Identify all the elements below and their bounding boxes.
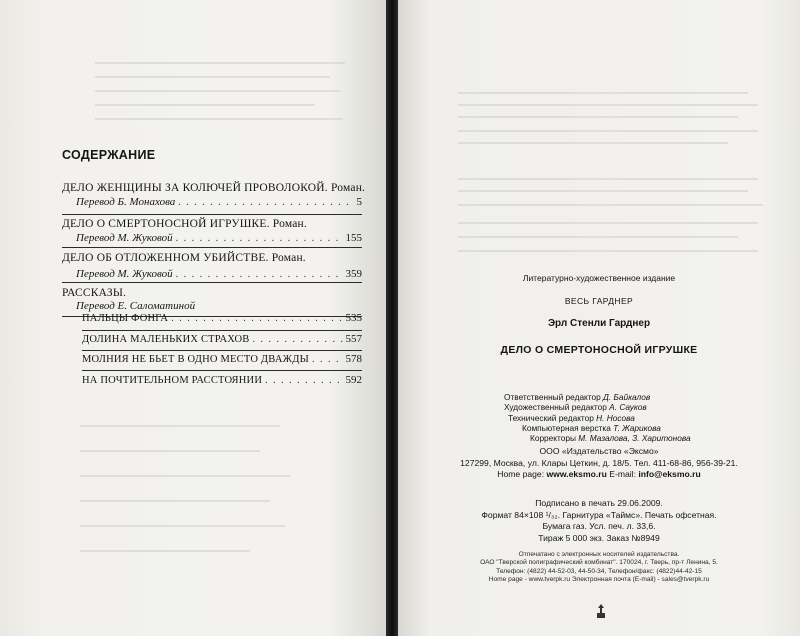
entry-title: ДЕЛО ЖЕНЩИНЫ ЗА КОЛЮЧЕЙ ПРОВОЛОКОЙ. Роман. — [62, 182, 366, 194]
divider — [82, 350, 362, 351]
toc-story — [82, 353, 362, 365]
toc-heading: СОДЕРЖАНИЕ — [62, 148, 156, 162]
toc-story — [82, 312, 362, 324]
stories-heading: РАССКАЗЫ. — [62, 287, 127, 299]
entry-page-number: 5 — [356, 196, 362, 208]
story-title: ДОЛИНА МАЛЕНЬКИХ СТРАХОВ — [82, 334, 250, 345]
staff-line: Ответственный редактор Д. Байкалов — [504, 392, 651, 402]
entry-page-number: 359 — [345, 268, 362, 280]
series-name: ВЕСЬ ГАРДНЕР — [564, 296, 634, 306]
divider — [62, 282, 362, 283]
signed-date: Подписано в печать 29.06.2009. — [535, 498, 663, 508]
circulation-line: Тираж 5 000 экз. Заказ №8949 — [538, 532, 660, 543]
toc-stories-section — [62, 287, 362, 312]
book-title: ДЕЛО О СМЕРТОНОСНОЙ ИГРУШКЕ — [500, 344, 698, 356]
story-title: ПАЛЬЦЫ ФОНГА — [82, 313, 169, 324]
staff-line: Корректоры М. Мазалова, З. Харитонова — [530, 433, 691, 444]
entry-title: ДЕЛО О СМЕРТОНОСНОЙ ИГРУШКЕ. Роман. — [62, 218, 307, 230]
toc-entry — [62, 182, 366, 208]
entry-translator: Перевод Б. Монахова — [76, 196, 176, 208]
story-page-number: 557 — [345, 333, 362, 345]
format-line: Формат 84×108 ¹/₃₂. Гарнитура «Таймс». Печать офсетная. — [481, 509, 717, 520]
staff-line: Художественный редактор А. Сауков — [504, 402, 647, 413]
publisher-name: ООО «Издательство «Эксмо» — [539, 446, 659, 456]
divider — [62, 214, 362, 215]
entry-translator: Перевод М. Жуковой — [76, 268, 173, 280]
entry-translator: Перевод М. Жуковой — [76, 232, 173, 244]
toc-story — [82, 333, 362, 345]
divider — [82, 370, 362, 371]
author-name: Эрл Стенли Гарднер — [547, 318, 651, 329]
book-spine-gutter — [386, 0, 398, 636]
printer-info: Отпечатано с электронных носителей издательства. ОАО "Тверской полиграфический комбинат". 170024, г. Тверь, пр-т Ленина, 5. Телефон: (4822) 44-52-03, 44-50-34, Телефон/факс: (4822)44-42-15 Home page - www.tverpk.ru Электронная почта (E-mail) - sales@tverpk.ru — [480, 551, 718, 583]
toc-entry — [62, 218, 362, 244]
staff-line: Компьютерная верстка Т. Жарикова — [522, 422, 661, 433]
staff-line: Технический редактор Н. Носова — [508, 412, 635, 423]
story-page-number: 592 — [345, 374, 362, 386]
entry-page-number: 155 — [345, 232, 362, 244]
story-title: НА ПОЧТИТЕЛЬНОМ РАССТОЯНИИ — [82, 375, 263, 386]
left-page — [0, 0, 386, 636]
printer-logo-icon — [581, 604, 621, 621]
edition-type: Литературно-художественное издание — [522, 273, 676, 283]
editorial-staff — [504, 392, 691, 443]
paper-line: Бумага газ. Усл. печ. л. 33,6. — [542, 521, 656, 531]
divider — [62, 247, 362, 248]
entry-title: ДЕЛО ОБ ОТЛОЖЕННОМ УБИЙСТВЕ. Роман. — [62, 252, 306, 264]
divider — [82, 330, 362, 331]
toc-story — [82, 374, 362, 386]
print-details — [398, 498, 800, 544]
story-page-number: 535 — [345, 312, 362, 324]
story-page-number: 578 — [345, 353, 362, 365]
publisher-web: Home page: www.eksmo.ru E-mail: info@eksmo.ru — [497, 469, 701, 479]
stories-translator: Перевод Е. Саломатиной — [76, 300, 196, 312]
toc-entry — [62, 252, 362, 280]
right-page — [398, 0, 800, 636]
publisher-address: 127299, Москва, ул. Клары Цеткин, д. 18/5. Тел. 411-68-86, 956-39-21. — [460, 457, 738, 468]
publisher-block — [398, 446, 800, 481]
story-title: МОЛНИЯ НЕ БЬЕТ В ОДНО МЕСТО ДВАЖДЫ — [82, 354, 309, 365]
